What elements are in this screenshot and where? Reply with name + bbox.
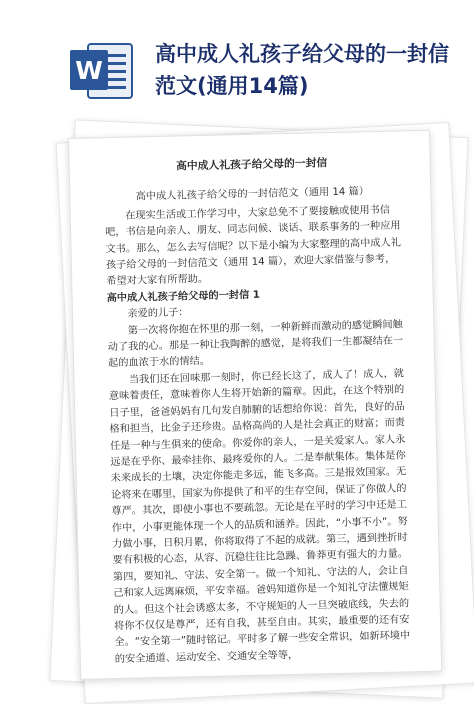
- paragraph: 第一次将你抱在怀里的那一刻，一种新鲜而激动的感觉瞬间触动了我的心。那是一种让我陶醉的感觉，是将我们一生都凝结在一起的血浓于水的情结。: [107, 319, 404, 370]
- paragraph: 当我们还在回味那一刻时，你已经长这了，成人了！成人，就意味着责任，意味着你人生将开始新的篇章。因此，在这个特别的日子里，爸爸妈妈有几句发自肺腑的话想给你说：首先，良好的品格和担当，比金子还珍贵。品格高尚的人是社会真正的财富；而责任是一种与生俱来的使命。你爱你的亲人，一是关爱家人。家人永远是在乎你、最牵挂你、最疼爱你的人。二是奉献集体。集体是你未来成长的土壤，决定你能走多远，能飞多高。三是报效国家。无论将来在哪里，国家为你提供了和平的生存空间，保证了你做人的尊严。其次，即使小事也不要疏忽。无论是在平时的学习中还是工作中，小事更能体现一个人的品质和涵养。因此，“小事不小”。努力做小事，日积月累，你将取得了不起的成就。第三，遇到挫折时要有积极的心态，从容、沉稳往往比急躁、鲁莽更有强大的力量。第四，要知礼、守法、安全第一。做一个知礼、守法的人，会让自己和家人远离麻烦，平安幸福。爸妈知道你是一个知礼守法懂规矩的人。但这个社会诱惑太多，不守规矩的人一旦突破底线，失去的将你不仅仅是尊严，还有自我，甚至自由。其实，最重要的还有安全。“安全第一”随时铭记。平时多了解一些安全常识，如新环境中的安全通道、运动安全、交通安全等等，: [108, 368, 411, 665]
- word-icon: [70, 40, 136, 102]
- document-page: [68, 130, 442, 680]
- intro-paragraph: 在现实生活或工作学习中，大家总免不了要接触或使用书信吧，书信是向亲人、朋友、同志问候、谈话、联系事务的一种应用文书。那么，怎么去写信呢？以下是小编为大家整理的高中成人礼孩子给父母的一封信范文（通用 14 篇），欢迎大家借鉴与参考，希望对大家有所帮助。: [105, 204, 402, 288]
- salutation: 亲爱的儿子：: [127, 307, 189, 320]
- document-subheading: 高中成人礼孩子给父母的一封信范文（通用 14 篇）: [135, 186, 370, 203]
- document-title: 高中成人礼孩子给父母的一封信范文(通用14篇): [155, 42, 449, 98]
- document-body: [104, 153, 411, 668]
- section-title: 高中成人礼孩子给父母的一封信 1: [106, 289, 261, 305]
- document-heading: 高中成人礼孩子给父母的一封信: [175, 156, 328, 173]
- svg-text:W: W: [75, 56, 103, 85]
